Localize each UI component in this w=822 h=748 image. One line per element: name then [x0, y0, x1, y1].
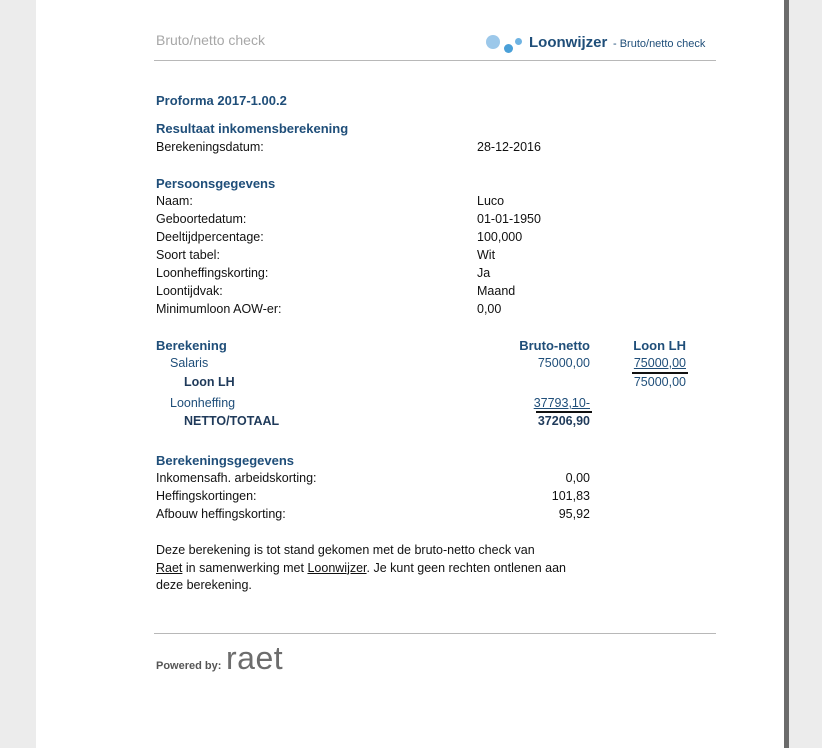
loonheffing-label: Loonheffing [170, 396, 236, 410]
persoon-label: Loontijdvak: [156, 284, 223, 298]
persoon-value: 100,000 [477, 230, 523, 244]
logo-brand: Loonwijzer [529, 34, 608, 51]
disclaimer-part: in samenwerking met [182, 560, 308, 575]
date-value: 28-12-2016 [477, 140, 541, 154]
logo-dots-icon [486, 33, 526, 55]
loon-lh-underline [632, 372, 688, 374]
gegevens-heading: Berekeningsgegevens [156, 453, 295, 468]
loon-lh-label: Loon LH [184, 375, 235, 389]
gegevens-label: Heffingskortingen: [156, 489, 257, 503]
proforma-title: Proforma 2017-1.00.2 [156, 93, 287, 108]
berekening-heading: Berekening [156, 338, 227, 353]
loonwijzer-link[interactable]: Loonwijzer [307, 560, 367, 575]
scrollbar[interactable] [784, 0, 789, 748]
persoon-heading: Persoonsgegevens [156, 176, 276, 191]
persoon-value: 0,00 [477, 302, 502, 316]
col-bruto-netto-header: Bruto-netto [519, 338, 590, 353]
powered-by-label: Powered by: [156, 660, 222, 672]
raet-logo: raet [226, 640, 284, 676]
salaris-bruto-netto: 75000,00 [537, 356, 590, 370]
persoon-value: Wit [477, 248, 496, 262]
persoon-value: Luco [477, 194, 505, 208]
loonheffing-bruto-netto: 37793,10- [533, 396, 590, 410]
raet-link[interactable]: Raet [156, 560, 183, 575]
netto-totaal-value: 37206,90 [537, 414, 590, 428]
date-label: Berekeningsdatum: [156, 140, 264, 154]
persoon-label: Soort tabel: [156, 248, 220, 262]
salaris-label: Salaris [170, 356, 209, 370]
header-divider [154, 60, 716, 61]
persoon-value: Maand [477, 284, 516, 298]
logo-tagline: - Bruto/netto check [613, 38, 706, 50]
gegevens-label: Inkomensafh. arbeidskorting: [156, 471, 317, 485]
disclaimer-text [156, 542, 586, 595]
persoon-label: Naam: [156, 194, 193, 208]
netto-totaal-label: NETTO/TOTAAL [184, 414, 280, 428]
loonheffing-underline [536, 411, 592, 413]
disclaimer-part: Deze berekening is tot stand gekomen met de bruto-netto check van [156, 543, 535, 557]
persoon-value: 01-01-1950 [477, 212, 541, 226]
persoon-label: Geboortedatum: [156, 212, 247, 226]
gegevens-label: Afbouw heffingskorting: [156, 507, 286, 521]
persoon-label: Deeltijdpercentage: [156, 230, 264, 244]
footer-divider [154, 633, 716, 634]
gegevens-value: 101,83 [551, 489, 590, 503]
header-title: Bruto/netto check [156, 32, 265, 48]
col-loon-lh-header: Loon LH [633, 338, 686, 353]
persoon-value: Ja [477, 266, 491, 280]
loon-lh-value: 75000,00 [633, 375, 686, 389]
salaris-loon-lh: 75000,00 [633, 356, 686, 370]
gegevens-value: 95,92 [558, 507, 590, 521]
gegevens-value: 0,00 [565, 471, 590, 485]
persoon-label: Loonheffingskorting: [156, 266, 269, 280]
persoon-label: Minimumloon AOW-er: [156, 302, 282, 316]
document-page [36, 0, 784, 748]
resultaat-heading: Resultaat inkomensberekening [156, 121, 349, 136]
disclaimer-part: . Je kunt geen rechten ontlenen aan deze berekening. [156, 560, 567, 592]
